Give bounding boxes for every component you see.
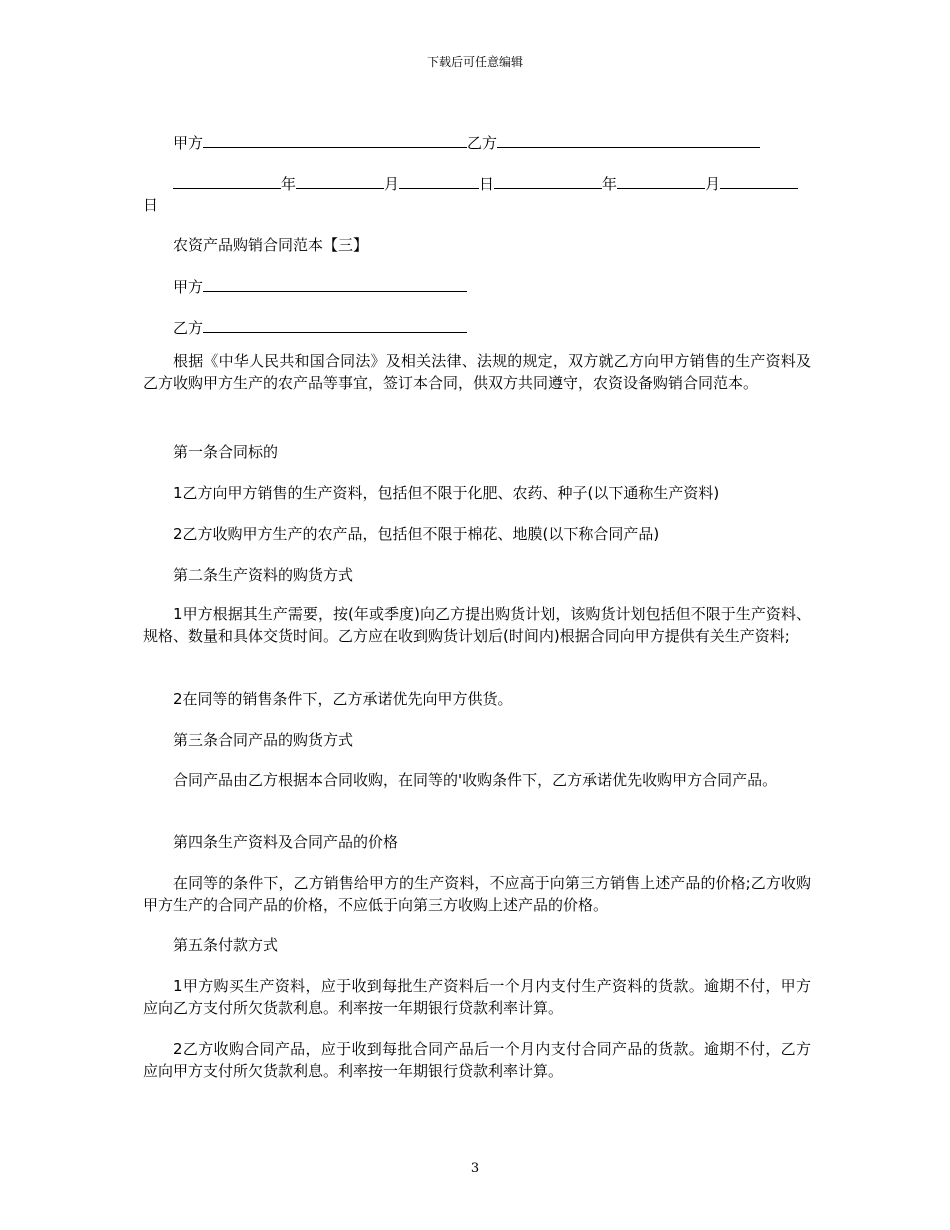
document-title: 农资产品购销合同范本【三】	[173, 236, 369, 254]
page-header: 下载后可任意编辑	[426, 55, 523, 69]
party-a-label: 甲方	[173, 278, 204, 296]
date-a-day-blank	[399, 172, 479, 189]
article-1-item-1: 1乙方向甲方销售的生产资料，包括但不限于化肥、农药、种子(以下通称生产资料)	[173, 484, 720, 502]
date-b-day-blank	[720, 172, 798, 189]
date-a-day-label: 日	[479, 175, 495, 193]
article-2-item-2: 2在同等的销售条件下，乙方承诺优先向甲方供货。	[173, 690, 513, 708]
article-4-body: 在同等的条件下，乙方销售给甲方的生产资料，不应高于向第三方销售上述产品的价格;乙方收购甲方生产的合同产品的价格，不应低于向第三方收购上述产品的价格。	[143, 874, 811, 914]
article-2-heading: 第二条生产资料的购货方式	[173, 566, 354, 584]
article-3-body: 合同产品由乙方根据本合同收购，在同等的'收购条件下，乙方承诺优先收购甲方合同产品。	[173, 771, 778, 789]
article-1-item-2: 2乙方收购甲方生产的农产品，包括但不限于棉花、地膜(以下称合同产品)	[173, 525, 660, 543]
signature-date-line	[173, 172, 798, 195]
party-b-line	[173, 316, 467, 339]
party-a-line	[173, 275, 467, 298]
article-4-heading: 第四条生产资料及合同产品的价格	[173, 833, 399, 851]
date-b-day-label: 日	[143, 196, 159, 214]
date-a-year-blank	[173, 172, 281, 189]
article-1-heading: 第一条合同标的	[173, 443, 279, 461]
article-2-item-1: 1甲方根据其生产需要，按(年或季度)向乙方提出购货计划，该购货计划包括但不限于生产资料、规格、数量和具体交货时间。乙方应在收到购货计划后(时间内)根据合同向甲方提供有关生产资料;	[143, 605, 811, 645]
date-b-year-blank	[494, 172, 602, 189]
party-b-label: 乙方	[173, 319, 204, 337]
signature-party-a-label: 甲方	[173, 134, 204, 152]
article-5-item-2: 2乙方收购合同产品，应于收到每批合同产品后一个月内支付合同产品的货款。逾期不付，乙方应向甲方支付所欠货款利息。利率按一年期银行贷款利率计算。	[143, 1040, 811, 1080]
signature-party-a-blank	[203, 131, 467, 148]
date-a-year-label: 年	[281, 175, 297, 193]
party-b-blank	[203, 316, 467, 333]
date-a-month-label: 月	[384, 175, 400, 193]
article-3-heading: 第三条合同产品的购货方式	[173, 731, 354, 749]
date-b-month-label: 月	[705, 175, 721, 193]
date-b-year-label: 年	[602, 175, 618, 193]
party-a-blank	[203, 275, 467, 292]
signature-parties-line	[173, 131, 760, 154]
signature-party-b-label: 乙方	[467, 134, 498, 152]
date-b-month-blank	[617, 172, 705, 189]
paragraph-preamble: 根据《中华人民共和国合同法》及相关法律、法规的规定，双方就乙方向甲方销售的生产资料及乙方收购甲方生产的农产品等事宜，签订本合同，供双方共同遵守，农资设备购销合同范本。	[143, 352, 811, 392]
signature-party-b-blank	[497, 131, 760, 148]
article-5-item-1: 1甲方购买生产资料，应于收到每批生产资料后一个月内支付生产资料的货款。逾期不付，甲方应向乙方支付所欠货款利息。利率按一年期银行贷款利率计算。	[143, 977, 811, 1017]
article-5-heading: 第五条付款方式	[173, 936, 279, 954]
page-number: 3	[470, 1161, 480, 1176]
date-a-month-blank	[296, 172, 384, 189]
